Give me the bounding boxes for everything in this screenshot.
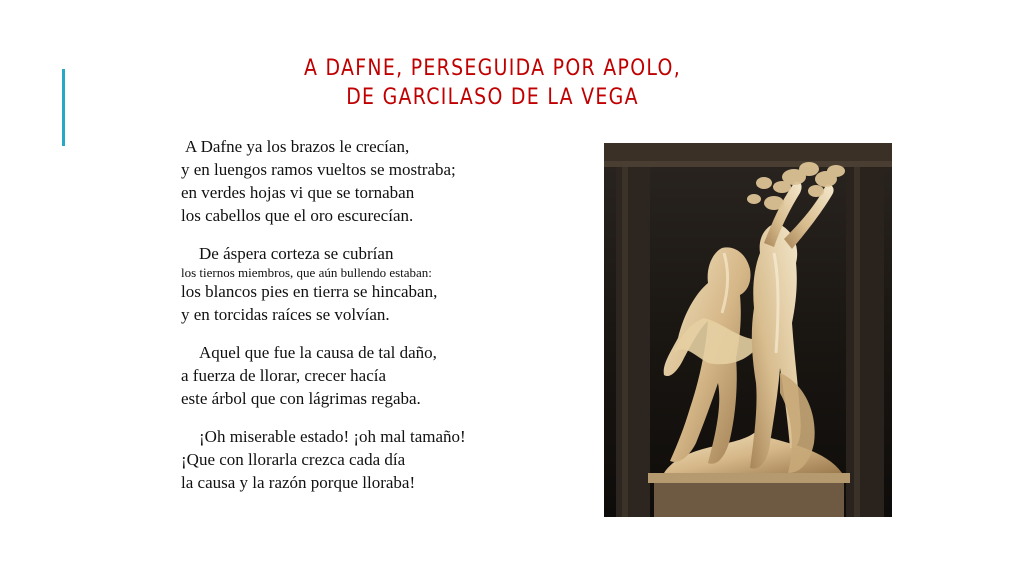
apollo-daphne-sculpture-photo bbox=[604, 143, 892, 517]
poem-line: A Dafne ya los brazos le crecían, bbox=[185, 137, 410, 156]
slide-title bbox=[267, 54, 719, 112]
accent-bar bbox=[62, 69, 65, 146]
poem-line: los blancos pies en tierra se hincaban, bbox=[181, 282, 438, 301]
poem-line: en verdes hojas vi que se tornaban bbox=[181, 183, 415, 202]
poem-line: este árbol que con lágrimas regaba. bbox=[181, 389, 421, 408]
poem-text bbox=[181, 135, 581, 494]
title-line-1: A DAFNE, PERSEGUIDA POR APOLO, bbox=[303, 56, 682, 81]
poem-line: a fuerza de llorar, crecer hacía bbox=[181, 366, 387, 385]
poem-line: ¡Oh miserable estado! ¡oh mal tamaño! bbox=[199, 427, 466, 446]
poem-line: ¡Que con llorarla crezca cada día bbox=[181, 450, 406, 469]
title-line-2: DE GARCILASO DE LA VEGA bbox=[346, 85, 639, 110]
poem-line: y en luengos ramos vueltos se mostraba; bbox=[181, 160, 456, 179]
poem-line: Aquel que fue la causa de tal daño, bbox=[199, 343, 437, 362]
poem-line: la causa y la razón porque lloraba! bbox=[181, 473, 416, 492]
poem-line: y en torcidas raíces se volvían. bbox=[181, 305, 390, 324]
poem-line: De áspera corteza se cubrían bbox=[199, 244, 394, 263]
poem-line: los tiernos miembros, que aún bullendo estaban: bbox=[181, 265, 432, 280]
poem-line: los cabellos que el oro escurecían. bbox=[181, 206, 414, 225]
